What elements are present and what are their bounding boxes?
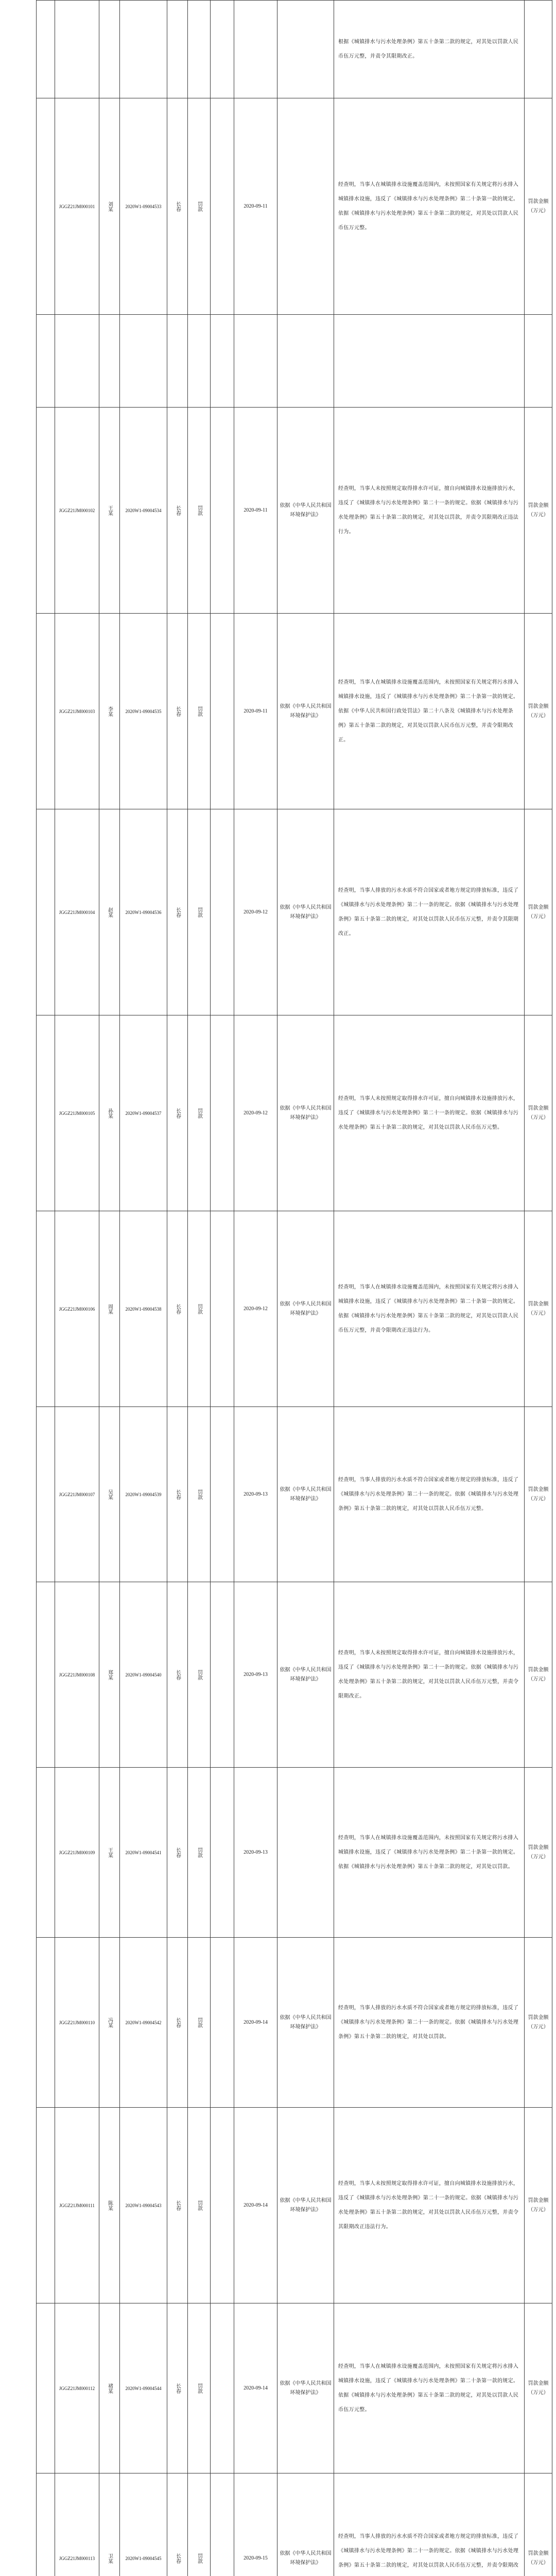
remark: 罚款金额（万元）	[528, 904, 549, 920]
document-number: 2020W1-09004542	[125, 2020, 162, 2025]
legal-basis-cell	[277, 2303, 334, 2473]
table-row	[37, 1768, 552, 1938]
case-code-cell	[55, 408, 99, 614]
table-row	[37, 614, 552, 809]
legal-basis-cell	[277, 1211, 334, 1407]
region-cell	[167, 1211, 188, 1407]
party-name: 卫某	[107, 2553, 113, 2564]
violation-detail-cell	[334, 1015, 525, 1211]
violation-detail-cell	[334, 1768, 525, 1938]
document-number-cell	[120, 2108, 167, 2303]
case-code-cell	[55, 1015, 99, 1211]
decision-date: 2020-09-14	[244, 2385, 268, 2391]
penalty-amount-cell	[211, 1211, 234, 1407]
region: 长春	[175, 907, 181, 918]
party-name: 陈某	[107, 2200, 113, 2211]
table-row	[37, 1582, 552, 1768]
party-name: 孙某	[107, 1108, 113, 1118]
decision-date: 2020-09-13	[244, 1491, 268, 1497]
party-name: 赵某	[107, 907, 113, 918]
legal-basis-cell	[277, 408, 334, 614]
remark: 罚款金额（万元）	[528, 1486, 549, 1502]
violation-detail: 经查明，当事人在城镇排水设施覆盖范围内，未按照国家有关规定将污水排入城镇排水设施，违反了《城镇排水与污水处理条例》第二十条第一款的规定。依据《城镇排水与污水处理条例》第五十条第二款的规定，对其处以罚款人民币伍万元整。	[338, 2363, 519, 2413]
decision-date: 2020-09-13	[244, 1849, 268, 1855]
table-row	[37, 1015, 552, 1211]
violation-detail: 经查明，当事人在城镇排水设施覆盖范围内，未按照国家有关规定将污水排入城镇排水设施，违反了《城镇排水与污水处理条例》第二十条第一款的规定。依据《城镇排水与污水处理条例》第五十条第二款的规定，对其处以罚款。	[338, 1835, 519, 1870]
penalty-type: 罚款	[196, 2200, 202, 2211]
violation-detail-cell	[334, 1938, 525, 2108]
party-name-cell	[99, 315, 120, 408]
decision-date-cell	[234, 1015, 277, 1211]
case-code: JGGZ21JM000106	[59, 1306, 95, 1312]
party-name: 王某	[107, 505, 113, 516]
penalty-type: 罚款	[196, 2383, 202, 2394]
remark-cell	[525, 98, 552, 315]
party-name-cell	[99, 1, 120, 98]
region-cell	[167, 2473, 188, 2576]
legal-basis-cell	[277, 1015, 334, 1211]
legal-basis: 依据《中华人民共和国环境保护法》	[280, 502, 332, 518]
region: 长春	[175, 1669, 181, 1680]
region-cell	[167, 1, 188, 98]
violation-detail-cell	[334, 1211, 525, 1407]
penalty-type-cell	[188, 1768, 211, 1938]
table-body	[37, 1, 552, 2576]
penalty-type-cell	[188, 1582, 211, 1768]
penalty-type: 罚款	[196, 1847, 202, 1858]
party-name-cell	[99, 1582, 120, 1768]
table-row	[37, 1407, 552, 1582]
penalty-type-cell	[188, 408, 211, 614]
decision-date-cell	[234, 1768, 277, 1938]
case-code: JGGZ21JM000102	[59, 507, 95, 513]
case-code: JGGZ21JM000109	[59, 1850, 95, 1855]
violation-detail-cell	[334, 2303, 525, 2473]
penalty-type: 罚款	[196, 706, 202, 717]
remark: 罚款金额（万元）	[528, 2380, 549, 2396]
region-cell	[167, 1938, 188, 2108]
region: 长春	[175, 2017, 181, 2028]
case-code-cell	[55, 614, 99, 809]
party-name-cell	[99, 1407, 120, 1582]
document-number: 2020W1-09004535	[125, 708, 162, 714]
remark-cell	[525, 2303, 552, 2473]
document-number-cell	[120, 1015, 167, 1211]
penalty-type: 罚款	[196, 2553, 202, 2564]
table-row	[37, 408, 552, 614]
decision-date: 2020-09-14	[244, 2202, 268, 2208]
document-number-cell	[120, 315, 167, 408]
table-row	[37, 2303, 552, 2473]
remark: 罚款金额（万元）	[528, 198, 549, 214]
region-cell	[167, 809, 188, 1015]
region: 长春	[175, 2383, 181, 2394]
party-name-cell	[99, 1015, 120, 1211]
decision-date-cell	[234, 1938, 277, 2108]
violation-detail: 经查明，当事人未按照规定取得排水许可证，擅自向城镇排水设施排放污水，违反了《城镇排水与污水处理条例》第二十一条的规定。依据《城镇排水与污水处理条例》第五十条第二款的规定，对其处以罚款人民币伍万元整，并责令其限期改正违法行为。	[338, 2180, 519, 2230]
violation-detail: 经查明，当事人排放的污水水质不符合国家或者地方规定的排放标准，违反了《城镇排水与污水处理条例》第二十一条的规定。依据《城镇排水与污水处理条例》第五十条第二款的规定，对其处以罚款人民币伍万元整，并责令其限期改正。	[338, 887, 519, 937]
case-code: JGGZ21JM000111	[59, 2202, 95, 2208]
region-cell	[167, 2303, 188, 2473]
case-code: JGGZ21JM000108	[59, 1672, 95, 1677]
remark: 罚款金额（万元）	[528, 1301, 549, 1316]
remark: 罚款金额（万元）	[528, 2014, 549, 2030]
violation-detail: 经查明，当事人未按照规定取得排水许可证，擅自向城镇排水设施排放污水，违反了《城镇排水与污水处理条例》第二十一条的规定。依据《城镇排水与污水处理条例》第五十条第二款的规定，对其处以罚款人民币伍万元整，并责令限期改正。	[338, 1650, 519, 1699]
decision-date-cell	[234, 1211, 277, 1407]
legal-basis-cell	[277, 1938, 334, 2108]
row-number-cell	[37, 1015, 55, 1211]
region: 长春	[175, 2200, 181, 2211]
violation-detail-cell	[334, 408, 525, 614]
row-number-cell	[37, 1407, 55, 1582]
case-code: JGGZ21JM000101	[59, 204, 95, 209]
remark: 罚款金额（万元）	[528, 2197, 549, 2213]
remark-cell	[525, 1582, 552, 1768]
penalty-type-cell	[188, 614, 211, 809]
region-cell	[167, 315, 188, 408]
region: 长春	[175, 1489, 181, 1500]
case-code: JGGZ21JM000112	[59, 2385, 95, 2391]
violation-detail: 经查明，当事人排放的污水水质不符合国家或者地方规定的排放标准，违反了《城镇排水与污水处理条例》第二十一条的规定。依据《城镇排水与污水处理条例》第五十条第二款的规定，对其处以罚款。	[338, 2005, 519, 2040]
remark-cell	[525, 408, 552, 614]
case-code-cell	[55, 98, 99, 315]
party-name: 郑某	[107, 1669, 113, 1680]
row-number-cell	[37, 408, 55, 614]
penalty-type-cell	[188, 2108, 211, 2303]
violation-detail-cell	[334, 2473, 525, 2576]
penalty-amount-cell	[211, 2473, 234, 2576]
row-number-cell	[37, 2473, 55, 2576]
remark-cell	[525, 1938, 552, 2108]
party-name: 刘某	[107, 201, 113, 212]
case-code-cell	[55, 2473, 99, 2576]
document-number-cell	[120, 1211, 167, 1407]
legal-basis-cell	[277, 98, 334, 315]
document-number-cell	[120, 2303, 167, 2473]
decision-date: 2020-09-11	[244, 507, 268, 513]
penalty-type-cell	[188, 1211, 211, 1407]
party-name: 周某	[107, 1303, 113, 1314]
remark: 罚款金额（万元）	[528, 1105, 549, 1121]
party-name: 冯某	[107, 2017, 113, 2028]
remark-cell	[525, 1, 552, 98]
region: 长春	[175, 505, 181, 516]
violation-detail: 经查明，当事人在城镇排水设施覆盖范围内，未按照国家有关规定将污水排入城镇排水设施，违反了《城镇排水与污水处理条例》第二十条第一款的规定。依据《中华人民共和国行政处罚法》第二十八条及《城镇排水与污水处理条例》第五十条第二款的规定，对其处以罚款人民币伍万元整，并责令限期改正。	[338, 679, 519, 743]
legal-basis: 依据《中华人民共和国环境保护法》	[280, 2550, 332, 2566]
document-number: 2020W1-09004539	[125, 1492, 162, 1497]
party-name-cell	[99, 2473, 120, 2576]
remark-cell	[525, 1407, 552, 1582]
region: 长春	[175, 2553, 181, 2564]
violation-detail: 经查明，当事人排放的污水水质不符合国家或者地方规定的排放标准，违反了《城镇排水与污水处理条例》第二十一条的规定。依据《城镇排水与污水处理条例》第五十条第二款的规定，对其处以罚款人民币伍万元整，并责令限期改	[338, 2533, 519, 2568]
party-name-cell	[99, 1211, 120, 1407]
table-row	[37, 2473, 552, 2576]
remark-cell	[525, 2473, 552, 2576]
case-code: JGGZ21JM000105	[59, 1110, 95, 1116]
row-number-cell	[37, 809, 55, 1015]
table-row	[37, 315, 552, 408]
penalty-amount-cell	[211, 98, 234, 315]
document-number: 2020W1-09004538	[125, 1306, 162, 1312]
penalty-type-cell	[188, 1407, 211, 1582]
violation-detail: 经查明，当事人在城镇排水设施覆盖范围内，未按照国家有关规定将污水排入城镇排水设施，违反了《城镇排水与污水处理条例》第二十条第一款的规定。依据《城镇排水与污水处理条例》第五十条第二款的规定，对其处以罚款人民币伍万元整。	[338, 181, 519, 231]
legal-basis-cell	[277, 315, 334, 408]
case-code-cell	[55, 1211, 99, 1407]
remark-cell	[525, 614, 552, 809]
penalty-type-cell	[188, 1938, 211, 2108]
region: 长春	[175, 1847, 181, 1858]
document-number: 2020W1-09004534	[125, 507, 162, 513]
penalty-type: 罚款	[196, 505, 202, 516]
penalty-amount-cell	[211, 2303, 234, 2473]
legal-basis-cell	[277, 1582, 334, 1768]
decision-date-cell	[234, 98, 277, 315]
legal-basis: 依据《中华人民共和国环境保护法》	[280, 703, 332, 719]
penalty-type-cell	[188, 98, 211, 315]
document-number: 2020W1-09004544	[125, 2385, 162, 2391]
region-cell	[167, 2108, 188, 2303]
penalty-type: 罚款	[196, 1108, 202, 1118]
case-code-cell	[55, 1768, 99, 1938]
violation-detail: 经查明，当事人未按照规定取得排水许可证，擅自向城镇排水设施排放污水，违反了《城镇排水与污水处理条例》第二十一条的规定。依据《城镇排水与污水处理条例》第五十条第二款的规定，对其处以罚款人民币伍万元整。	[338, 1095, 519, 1130]
violation-detail-cell	[334, 1, 525, 98]
document-number-cell	[120, 2473, 167, 2576]
decision-date-cell	[234, 2108, 277, 2303]
penalty-type: 罚款	[196, 907, 202, 918]
region: 长春	[175, 706, 181, 717]
decision-date: 2020-09-12	[244, 1306, 268, 1312]
violation-detail: 经查明，当事人排放的污水水质不符合国家或者地方规定的排放标准，违反了《城镇排水与污水处理条例》第二十一条的规定。依据《城镇排水与污水处理条例》第五十条第二款的规定，对其处以罚款人民币伍万元整。	[338, 1477, 519, 1512]
decision-date-cell	[234, 1, 277, 98]
legal-basis-cell	[277, 2108, 334, 2303]
remark: 罚款金额（万元）	[528, 2550, 549, 2566]
legal-basis: 依据《中华人民共和国环境保护法》	[280, 2014, 332, 2030]
document-number-cell	[120, 408, 167, 614]
document-number: 2020W1-09004541	[125, 1850, 162, 1855]
remark: 罚款金额（万元）	[528, 502, 549, 518]
penalty-amount-cell	[211, 315, 234, 408]
violation-detail-cell	[334, 315, 525, 408]
decision-date-cell	[234, 408, 277, 614]
violation-detail: 经查明，当事人在城镇排水设施覆盖范围内，未按照国家有关规定将污水排入城镇排水设施，违反了《城镇排水与污水处理条例》第二十条第一款的规定。依据《城镇排水与污水处理条例》第五十条第二款的规定，对其处以罚款人民币伍万元整，并责令限期改正违法行为。	[338, 1284, 519, 1333]
row-number-cell	[37, 1211, 55, 1407]
region-cell	[167, 98, 188, 315]
region-cell	[167, 1015, 188, 1211]
document-number-cell	[120, 1938, 167, 2108]
decision-date-cell	[234, 1407, 277, 1582]
case-code-cell	[55, 1938, 99, 2108]
penalty-amount-cell	[211, 1407, 234, 1582]
document-number-cell	[120, 1768, 167, 1938]
row-number-cell	[37, 1, 55, 98]
party-name: 王某	[107, 1847, 113, 1858]
violation-detail: 根据《城镇排水与污水处理条例》第五十条第二款的规定，对其处以罚款人民币伍万元整，并责令其限期改正。	[338, 39, 519, 59]
legal-basis: 依据《中华人民共和国环境保护法》	[280, 1105, 332, 1121]
remark-cell	[525, 2108, 552, 2303]
remark: 罚款金额（万元）	[528, 703, 549, 719]
case-code: JGGZ21JM000104	[59, 909, 95, 915]
decision-date-cell	[234, 2473, 277, 2576]
region-cell	[167, 1768, 188, 1938]
document-number: 2020W1-09004537	[125, 1110, 162, 1116]
decision-date: 2020-09-12	[244, 909, 268, 915]
penalty-amount-cell	[211, 809, 234, 1015]
violation-detail-cell	[334, 98, 525, 315]
table-row	[37, 1, 552, 98]
decision-date-cell	[234, 2303, 277, 2473]
table-row	[37, 2108, 552, 2303]
party-name-cell	[99, 1768, 120, 1938]
party-name-cell	[99, 2303, 120, 2473]
penalty-type-cell	[188, 1, 211, 98]
region: 长春	[175, 1108, 181, 1118]
penalty-type-cell	[188, 2303, 211, 2473]
document-number-cell	[120, 98, 167, 315]
legal-basis: 依据《中华人民共和国环境保护法》	[280, 2197, 332, 2213]
penalty-type: 罚款	[196, 1303, 202, 1314]
decision-date: 2020-09-11	[244, 203, 268, 209]
party-name-cell	[99, 809, 120, 1015]
party-name-cell	[99, 408, 120, 614]
case-code-cell	[55, 2303, 99, 2473]
party-name: 吴某	[107, 1489, 113, 1500]
document-number-cell	[120, 1407, 167, 1582]
document-number: 2020W1-09004545	[125, 2555, 162, 2561]
decision-date-cell	[234, 315, 277, 408]
case-code-cell	[55, 315, 99, 408]
violation-detail-cell	[334, 1407, 525, 1582]
legal-basis: 依据《中华人民共和国环境保护法》	[280, 2380, 332, 2396]
remark-cell	[525, 1768, 552, 1938]
decision-date-cell	[234, 1582, 277, 1768]
case-code: JGGZ21JM000110	[59, 2020, 95, 2025]
penalty-type-cell	[188, 1015, 211, 1211]
penalty-type: 罚款	[196, 1489, 202, 1500]
region: 长春	[175, 201, 181, 212]
penalty-amount-cell	[211, 1582, 234, 1768]
party-name-cell	[99, 2108, 120, 2303]
remark: 罚款金额（万元）	[528, 1667, 549, 1682]
document-number-cell	[120, 809, 167, 1015]
region-cell	[167, 408, 188, 614]
row-number-cell	[37, 315, 55, 408]
row-number-cell	[37, 98, 55, 315]
document-number-cell	[120, 614, 167, 809]
decision-date: 2020-09-15	[244, 2555, 268, 2561]
penalty-type-cell	[188, 2473, 211, 2576]
case-code: JGGZ21JM000113	[59, 2555, 95, 2561]
legal-basis: 依据《中华人民共和国环境保护法》	[280, 904, 332, 920]
remark-cell	[525, 315, 552, 408]
document-number: 2020W1-09004540	[125, 1672, 162, 1677]
violation-detail-cell	[334, 809, 525, 1015]
case-code-cell	[55, 1582, 99, 1768]
remark-cell	[525, 1015, 552, 1211]
row-number-cell	[37, 2303, 55, 2473]
row-number-cell	[37, 2108, 55, 2303]
party-name-cell	[99, 614, 120, 809]
decision-date-cell	[234, 809, 277, 1015]
remark: 罚款金额（万元）	[528, 1844, 549, 1860]
penalty-amount-cell	[211, 1768, 234, 1938]
document-number: 2020W1-09004533	[125, 204, 162, 209]
decision-date: 2020-09-11	[244, 708, 268, 714]
legal-basis-cell	[277, 1, 334, 98]
document-number: 2020W1-09004543	[125, 2202, 162, 2208]
table-row	[37, 809, 552, 1015]
document-number-cell	[120, 1582, 167, 1768]
row-number-cell	[37, 1768, 55, 1938]
region-cell	[167, 1407, 188, 1582]
document-number-cell	[120, 1, 167, 98]
violation-detail-cell	[334, 614, 525, 809]
region-cell	[167, 1582, 188, 1768]
party-name-cell	[99, 1938, 120, 2108]
case-code-cell	[55, 2108, 99, 2303]
party-name-cell	[99, 98, 120, 315]
document-number: 2020W1-09004536	[125, 909, 162, 915]
penalty-amount-cell	[211, 1015, 234, 1211]
case-code-cell	[55, 1407, 99, 1582]
case-code-cell	[55, 1, 99, 98]
penalty-type: 罚款	[196, 1669, 202, 1680]
row-number-cell	[37, 1938, 55, 2108]
penalty-type: 罚款	[196, 201, 202, 212]
legal-basis-cell	[277, 1768, 334, 1938]
decision-date-cell	[234, 614, 277, 809]
table-row	[37, 1938, 552, 2108]
legal-basis: 依据《中华人民共和国环境保护法》	[280, 1667, 332, 1682]
legal-basis: 依据《中华人民共和国环境保护法》	[280, 1486, 332, 1502]
case-code: JGGZ21JM000103	[59, 708, 95, 714]
case-code-cell	[55, 809, 99, 1015]
legal-basis-cell	[277, 809, 334, 1015]
remark-cell	[525, 1211, 552, 1407]
case-code: JGGZ21JM000107	[59, 1492, 95, 1497]
violation-detail: 经查明，当事人未按照规定取得排水许可证，擅自向城镇排水设施排放污水，违反了《城镇排水与污水处理条例》第二十一条的规定。依据《城镇排水与污水处理条例》第五十条第二款的规定，对其处以罚款，并责令其限期改正违法行为。	[338, 485, 519, 535]
penalty-amount-cell	[211, 408, 234, 614]
violation-detail-cell	[334, 1582, 525, 1768]
legal-basis: 依据《中华人民共和国环境保护法》	[280, 1301, 332, 1316]
penalty-amount-cell	[211, 614, 234, 809]
penalty-type-cell	[188, 315, 211, 408]
violation-detail-cell	[334, 2108, 525, 2303]
penalty-amount-cell	[211, 1938, 234, 2108]
remark-cell	[525, 809, 552, 1015]
penalty-type-cell	[188, 809, 211, 1015]
legal-basis-cell	[277, 1407, 334, 1582]
row-number-cell	[37, 614, 55, 809]
decision-date: 2020-09-13	[244, 1671, 268, 1677]
region-cell	[167, 614, 188, 809]
legal-basis-cell	[277, 2473, 334, 2576]
table-row	[37, 1211, 552, 1407]
penalty-amount-cell	[211, 2108, 234, 2303]
table-row	[37, 98, 552, 315]
penalty-table	[36, 0, 552, 2576]
decision-date: 2020-09-12	[244, 1110, 268, 1116]
decision-date: 2020-09-14	[244, 2019, 268, 2025]
penalty-amount-cell	[211, 1, 234, 98]
penalty-type: 罚款	[196, 2017, 202, 2028]
region: 长春	[175, 1303, 181, 1314]
party-name: 李某	[107, 706, 113, 717]
party-name: 褚某	[107, 2383, 113, 2394]
legal-basis-cell	[277, 614, 334, 809]
row-number-cell	[37, 1582, 55, 1768]
